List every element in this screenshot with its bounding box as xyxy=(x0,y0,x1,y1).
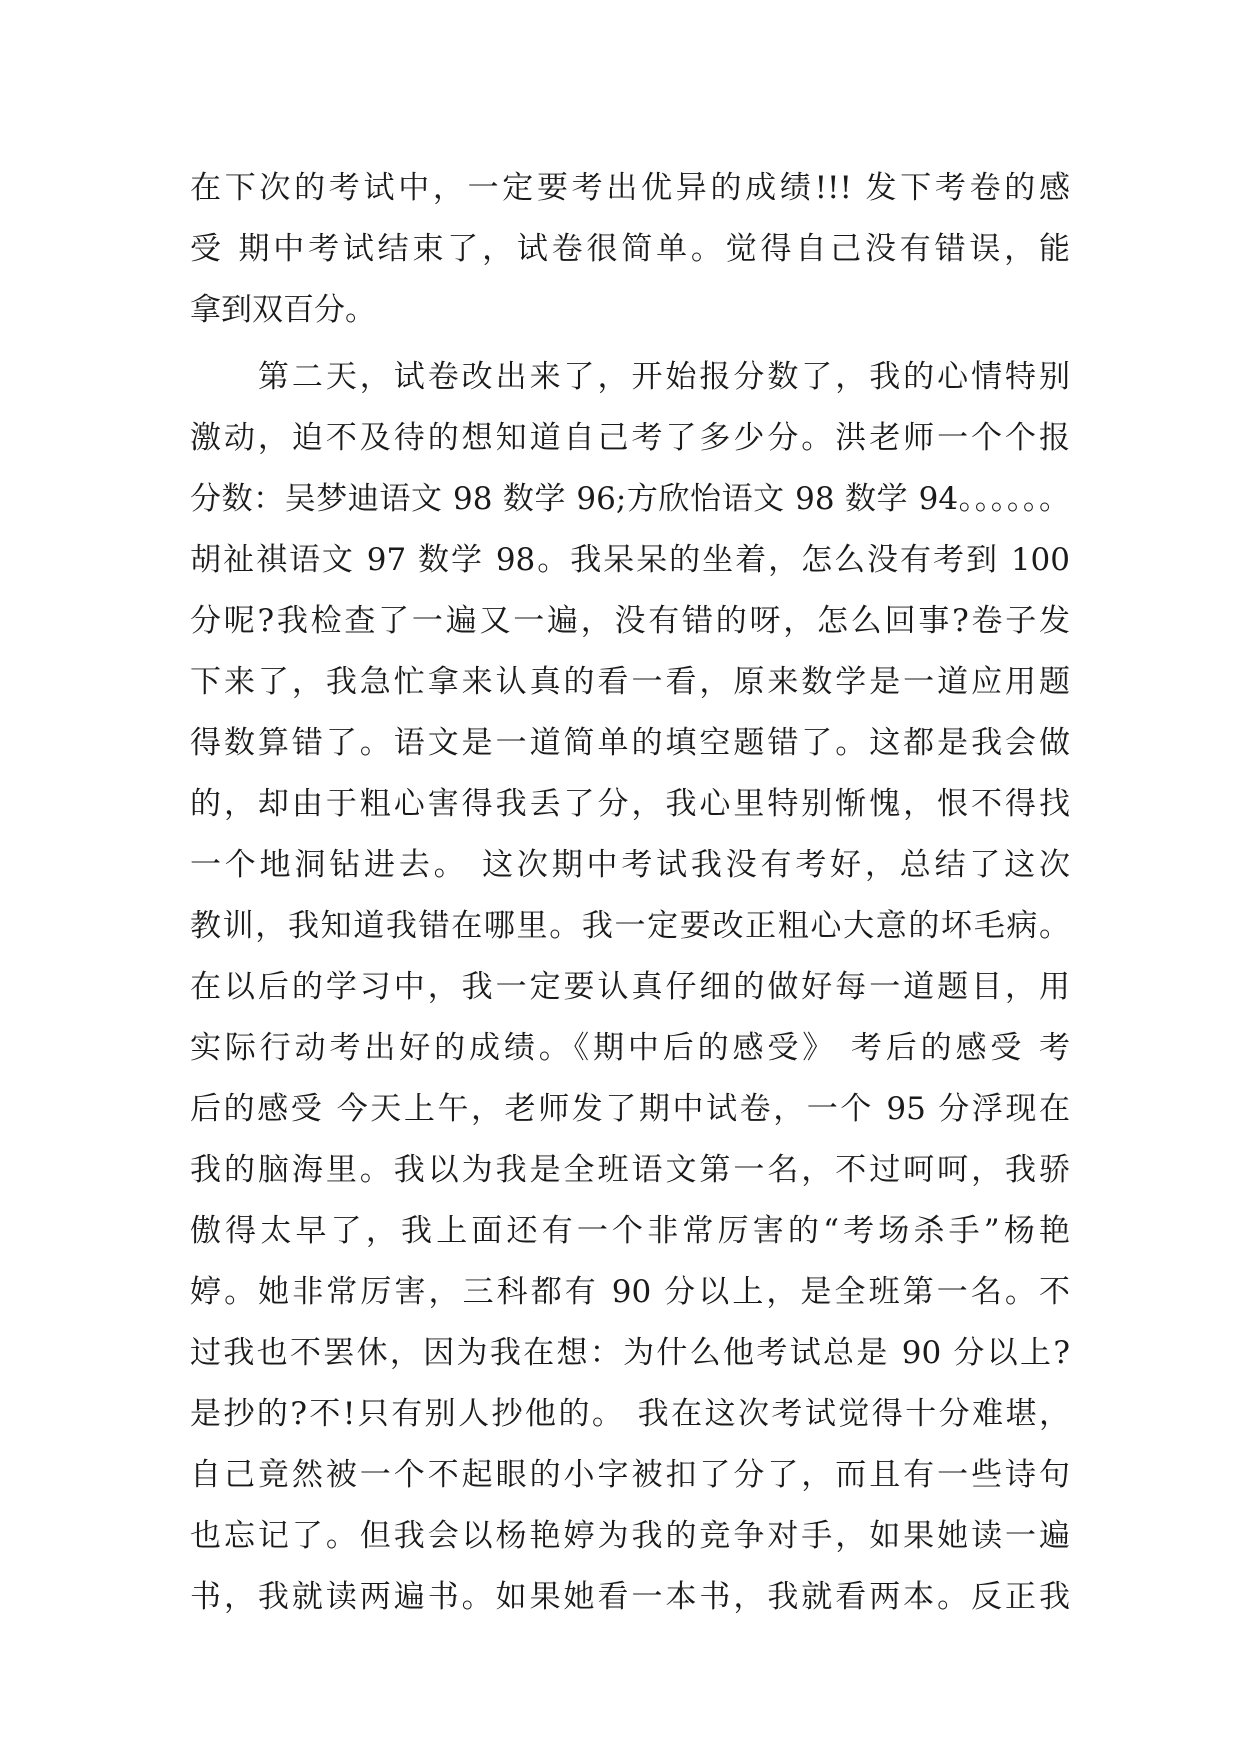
text-line: 一个地洞钻进去。 这次期中考试我没有考好，总结了这次 xyxy=(190,847,1070,883)
text-line: 婷。她非常厉害，三科都有 90 分以上，是全班第一名。不 xyxy=(190,1274,1070,1310)
text-line: 激动，迫不及待的想知道自己考了多少分。洪老师一个个报 xyxy=(190,420,1070,456)
text-line: 是抄的?不!只有别人抄他的。 我在这次考试觉得十分难堪， xyxy=(190,1396,1070,1432)
text-line: 下来了，我急忙拿来认真的看一看，原来数学是一道应用题 xyxy=(190,664,1070,700)
text-line: 也忘记了。但我会以杨艳婷为我的竞争对手，如果她读一遍 xyxy=(190,1518,1070,1554)
text-line: 傲得太早了，我上面还有一个非常厉害的“考场杀手”杨艳 xyxy=(190,1213,1070,1249)
text-line: 胡祉祺语文 97 数学 98。我呆呆的坐着，怎么没有考到 100 xyxy=(190,542,1070,578)
text-line: 我的脑海里。我以为我是全班语文第一名，不过呵呵，我骄 xyxy=(190,1152,1070,1188)
text-line: 受 期中考试结束了，试卷很简单。觉得自己没有错误，能 xyxy=(190,231,1070,267)
text-line: 在下次的考试中，一定要考出优异的成绩!!! 发下考卷的感 xyxy=(190,170,1070,206)
text-line: 后的感受 今天上午，老师发了期中试卷，一个 95 分浮现在 xyxy=(190,1091,1070,1127)
text-line: 拿到双百分。 xyxy=(190,292,376,328)
text-line: 在以后的学习中，我一定要认真仔细的做好每一道题目，用 xyxy=(190,969,1070,1005)
text-line: 书，我就读两遍书。如果她看一本书，我就看两本。反正我 xyxy=(190,1579,1070,1615)
text-line: 第二天，试卷改出来了，开始报分数了，我的心情特别 xyxy=(190,359,1070,395)
text-line: 得数算错了。语文是一道简单的填空题错了。这都是我会做 xyxy=(190,725,1070,761)
text-line: 分呢?我检查了一遍又一遍，没有错的呀，怎么回事?卷子发 xyxy=(190,603,1070,639)
text-line: 实际行动考出好的成绩。《期中后的感受》 考后的感受 考 xyxy=(190,1030,1070,1066)
text-line: 自己竟然被一个不起眼的小字被扣了分了，而且有一些诗句 xyxy=(190,1457,1070,1493)
text-line: 教训，我知道我错在哪里。我一定要改正粗心大意的坏毛病。 xyxy=(190,908,1070,944)
body-text xyxy=(190,158,1070,1628)
text-line: 过我也不罢休，因为我在想：为什么他考试总是 90 分以上? xyxy=(190,1335,1070,1371)
text-line: 分数：吴梦迪语文 98 数学 96;方欣怡语文 98 数学 94。。。。。。 xyxy=(190,481,1070,517)
text-line: 的，却由于粗心害得我丢了分，我心里特别惭愧，恨不得找 xyxy=(190,786,1070,822)
